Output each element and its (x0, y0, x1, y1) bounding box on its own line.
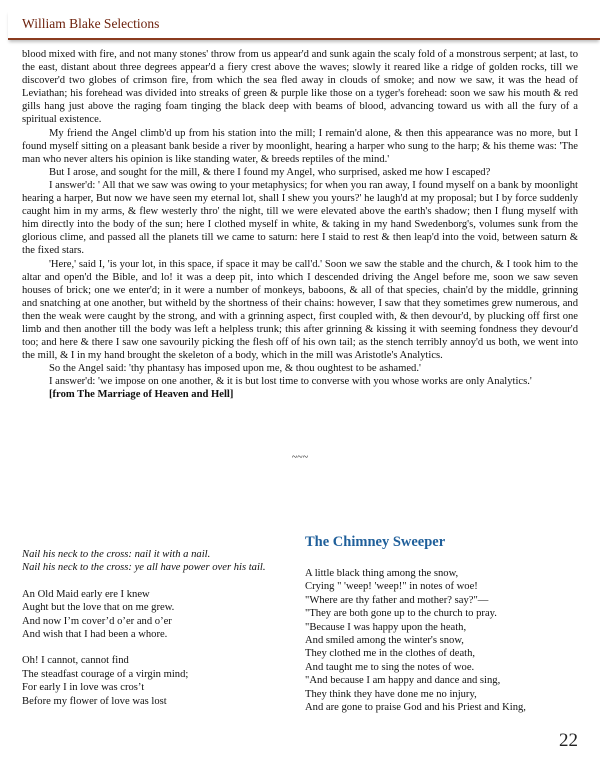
section-separator: ~~~ (291, 452, 309, 463)
left-poem (22, 548, 302, 708)
prose-paragraph: But I arose, and sought for the mill, & there I found my Angel, who surprised, asked me how I escaped? (49, 166, 491, 178)
prose-paragraph: 'Here,' said I, 'is your lot, in this space, if space it may be call'd.' Soon we saw the stable and the church, & I took him to the altar and open'd the Bible, and lo! it was a deep pit, into which I descended driving the Angel before me, soon we saw seven houses of brick; one we enter'd; in it were a number of monkeys, baboons, & all of that species, chain'd by the middle, grinning and snatching at one another, but witheld by the shortness of their chains: however, I saw that they sometimes grew numerous, and then the weak were caught by the strong, and with a grinning aspect, first coupled with, & then devour'd, by plucking off first one limb and then another till the body was left a helpless trunk; this after grinning & kissing it with seeming fondness they devour'd too; and here & there I saw one savourily picking the flesh off of his own tail; as the stench terribly annoy'd us both, we went into the mill, & I in my hand brought the skeleton of a body, which in the mill was Aristotle's Analytics. (22, 258, 578, 362)
poem-line: "Because I was happy upon the heath, (305, 621, 467, 633)
prose-paragraph: I answer'd: 'we impose on one another, & it is but lost time to converse with you whose works are only Analytics.' (49, 376, 532, 388)
prose-paragraph: So the Angel said: 'thy phantasy has imposed upon me, & thou oughtest to be ashamed.' (49, 363, 421, 375)
poem-line: A little black thing among the snow, (305, 568, 459, 579)
poem-line: Nail his neck to the cross: nail it with a nail. (22, 549, 211, 560)
prose-paragraph: I answer'd: ' All that we saw was owing to your metaphysics; for when you ran away, I found myself on a bank by moonlight hearing a harper, But now we have seen my eternal lot, shall I shew you yours?' he laugh'd at my proposal; but I by force suddenly caught him in my arms, & flew westerly thro' the night, till we were elevated above the earth's shadow; then I flung myself with him directly into the body of the sun; here I clothed myself in white, & taking in my hand Swedenborg's, volumes sunk from the glorious clime, and passed all the planets till we came to saturn: here I staid to rest & then leap'd into the void, between saturn & the fixed stars. (22, 179, 578, 257)
poem-line: And smiled among the winter's snow, (305, 635, 464, 647)
prose-paragraph: My friend the Angel climb'd up from his station into the mill; I remain'd alone, & then this appearance was no more, but I found myself sitting on a pleasant bank beside a river by moonlight, hearing a harper who sung to the harp; & his theme was: 'The man who never alters his opinion is like standing water, & breeds reptiles of the mind.' (22, 127, 578, 165)
poem-line: And now I’m cover’d o’er and o’er (22, 615, 172, 627)
book-title: William Blake Selections (22, 16, 160, 31)
poem-title: The Chimney Sweeper (305, 534, 446, 550)
poem-line: "Where are thy father and mother? say?"— (305, 594, 489, 606)
page-header (8, 10, 600, 40)
poem-stanza (22, 654, 302, 708)
poem-line: The steadfast courage of a virgin mind; (22, 668, 189, 680)
poem-line: Nail his neck to the cross: ye all have power over his tail. (22, 562, 266, 574)
poem-line: Aught but the love that on me grew. (22, 602, 175, 614)
poem-line: "And because I am happy and dance and sing, (305, 675, 501, 687)
right-poem (305, 534, 585, 714)
poem-line: "They are both gone up to the church to pray. (305, 608, 497, 620)
poem-line: They think they have done me no injury, (305, 688, 477, 700)
page-number: 22 (559, 730, 578, 751)
source-citation: [from The Marriage of Heaven and Hell] (49, 389, 234, 401)
poem-line: Oh! I cannot, cannot find (22, 655, 129, 667)
poem-line: An Old Maid early ere I knew (22, 588, 150, 600)
poem-line: And taught me to sing the notes of woe. (305, 661, 475, 673)
poem-line: And wish that I had been a whore. (22, 629, 168, 641)
poem-line: Crying " 'weep! 'weep!" in notes of woe! (305, 581, 478, 593)
poem-line: And are gone to praise God and his Priest and King, (305, 702, 526, 714)
poem-line: For early I in love was cros’t (22, 682, 145, 694)
poem-stanza (22, 588, 302, 642)
poem-line: They clothed me in the clothes of death, (305, 648, 476, 660)
prose-paragraph: blood mixed with fire, and not many stones' throw from us appear'd and sunk again the scaly fold of a monstrous serpent; at last, to the east, distant about three degrees appear'd a fiery crest above the waves; slowly it reared like a ridge of golden rocks, till we discover'd two globes of crimson fire, from which the sea fled away in clouds of smoke; and now we saw, it was the head of Leviathan; his forehead was divided into streaks of green & purple like those on a tyger's forehead: soon we saw his mouth & red gills hang just above the raging foam tinging the black deep with beams of blood, advancing toward us with all the fury of a spiritual existence. (22, 49, 578, 126)
poem-line: Before my flower of love was lost (22, 695, 167, 707)
prose-excerpt (22, 48, 578, 402)
